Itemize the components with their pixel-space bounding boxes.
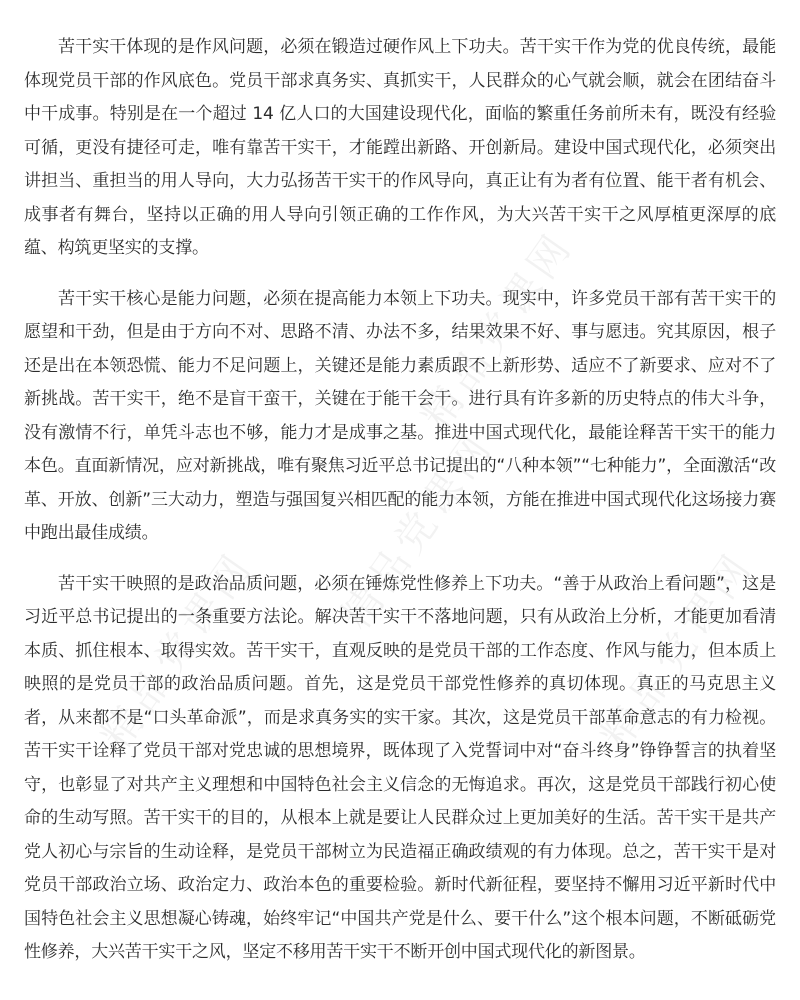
paragraph-ability: 苦干实干核心是能力问题，必须在提高能力本领上下功夫。现实中，许多党员干部有苦干实干的愿望和干劲，但是由于方向不对、思路不清、办法不多，结果效果不好、事与愿违。究其原因，根子还是出在本领恐慌、能力不足问题上，关键还是能力素质跟不上新形势、适应不了新要求、应对不了新挑战。苦干实干，绝不是盲干蛮干，关键在于能干会干。进行具有许多新的历史特点的伟大斗争，没有激情不行，单凭斗志也不够，能力才是成事之基。推进中国式现代化，最能诠释苦干实干的能力本色。直面新情况，应对新挑战，唯有聚焦习近平总书记提出的“八种本领”“七种能力”，全面激活“改革、开放、创新”三大动力，塑造与强国复兴相匹配的能力本领，方能在推进中国式现代化这场接力赛中跑出最佳成绩。 (24, 288, 776, 543)
document-body (24, 31, 776, 987)
watermark-text: 精品党课网 (593, 543, 763, 758)
watermark-text: 精品党课网 (413, 223, 583, 438)
paragraph-political-quality: 苦干实干映照的是政治品质问题，必须在锤炼党性修养上下功夫。“善于从政治上看问题”，这是习近平总书记提出的一条重要方法论。解决苦干实干不落地问题，只有从政治上分析，才能更加看清本质、抓住根本、取得实效。苦干实干，直观反映的是党员干部的工作态度、作风与能力，但本质上映照的是党员干部的政治品质问题。首先，这是党员干部党性修养的真切体现。真正的马克思主义者，从来都不是“口头革命派”，而是求真务实的实干家。其次，这是党员干部革命意志的有力检视。苦干实干诠释了党员干部对党忠诚的思想境界，既体现了入党誓词中对“奋斗终身”铮铮誓言的执着坚守，也彰显了对共产主义理想和中国特色社会主义信念的无悔追求。再次，这是党员干部践行初心使命的生动写照。苦干实干的目的，从根本上就是要让人民群众过上更加美好的生活。苦干实干是共产党人初心与宗旨的生动诠释，是党员干部树立为民造福正确政绩观的有力体现。总之，苦干实干是对党员干部政治立场、政治定力、政治本色的重要检验。新时代新征程，要坚持不懈用习近平新时代中国特色社会主义思想凝心铸魂，始终牢记“中国共产党是什么、要干什么”这个根本问题，不断砥砺党性修养，大兴苦干实干之风，坚定不移用苦干实干不断开创中国式现代化的新图景。 (24, 573, 776, 962)
watermark-text: 精品党课网 (333, 423, 503, 638)
watermark-text: 精品党课网 (93, 543, 263, 758)
paragraph-work-style: 苦干实干体现的是作风问题，必须在锻造过硬作风上下功夫。苦干实干作为党的优良传统，最能体现党员干部的作风底色。党员干部求真务实、真抓实干，人民群众的心气就会顺，就会在团结奋斗中干成事。特别是在一个超过 14 亿人口的大国建设现代化，面临的繁重任务前所未有，既没有经验可循，更没有捷径可走，唯有靠苦干实干，才能蹚出新路、开创新局。建设中国式现代化，必须突出讲担当、重担当的用人导向，大力弘扬苦干实干的作风导向，真正让有为者有位置、能干者有机会、成事者有舞台，坚持以正确的用人导向引领正确的工作作风，为大兴苦干实干之风厚植更深厚的底蕴、构筑更坚实的支撑。 (24, 37, 776, 258)
